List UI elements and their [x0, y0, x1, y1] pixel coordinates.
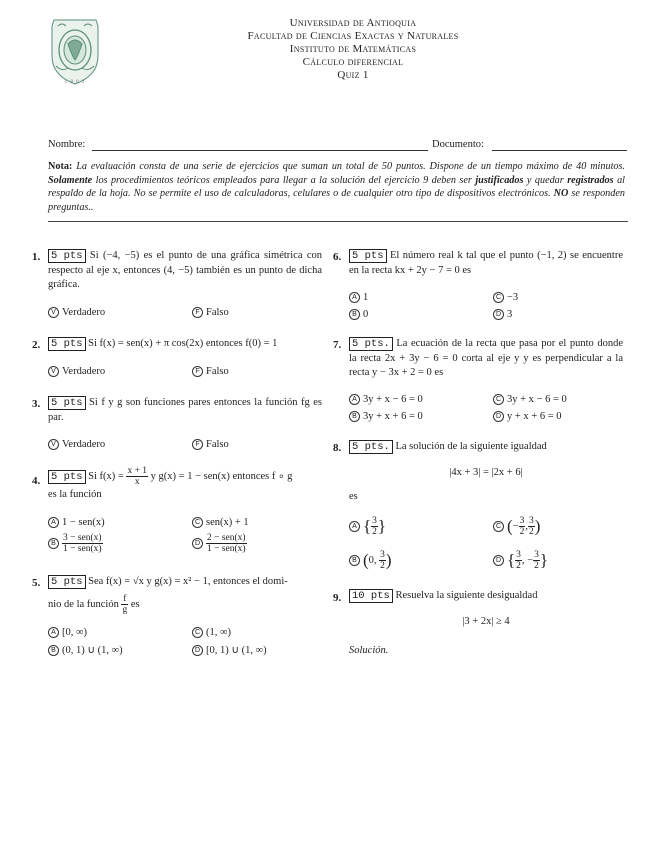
q3-number: 3. [32, 398, 41, 410]
q1-text: Si (−4, −5) es el punto de una gráfica simétrica con respecto al eje x, entonces (4, −5) también es un punto de dicha gráfica. [48, 250, 322, 290]
option-circle-icon: B [349, 411, 360, 422]
name-label: Nombre: [48, 139, 86, 150]
q8-option-a[interactable]: A { $\frac{3}{2}$ } [349, 516, 386, 537]
q5-frac-num: f [123, 594, 127, 604]
q1-option-true-label: Verdadero [62, 307, 106, 318]
q1-points: 5 pts [48, 249, 86, 263]
option-circle-icon: V [48, 307, 59, 318]
q7-number: 7. [333, 339, 342, 351]
note-solamente: Solamente [48, 174, 93, 186]
q4-fraction [126, 466, 148, 487]
note-text-3: y quedar [526, 174, 564, 186]
option-circle-icon: D [192, 538, 203, 549]
q1-number: 1. [32, 251, 41, 263]
q6-text: El número real k tal que el punto (−1, 2) se encuentre en la recta kx + 2y − 7 = 0 es [349, 250, 623, 276]
q8-option-c[interactable]: C (− $\frac{3}{2}$ , $\frac{3}{2}$ ) [493, 516, 540, 537]
institute-name: Instituto de Matemáticas [289, 43, 417, 55]
q2-statement [48, 337, 322, 352]
q5-option-d-label: [0, 1) ∪ (1, ∞) [206, 645, 267, 656]
q4-option-b[interactable] [48, 533, 103, 554]
q1-option-false-label: Falso [206, 307, 229, 318]
option-circle-icon: A [349, 521, 360, 532]
course-name: Cálculo diferencial [302, 56, 404, 68]
option-circle-icon: A [48, 517, 59, 528]
q2-option-true[interactable] [48, 366, 105, 377]
q4-option-d-den: 1 − sen(x) [207, 544, 246, 554]
q9-solution-label: Solución. [349, 645, 389, 656]
option-circle-icon: B [48, 645, 59, 656]
q8-equation: |4x + 3| = |2x + 6| [449, 467, 523, 478]
option-circle-icon: V [48, 439, 59, 450]
option-circle-icon: B [48, 538, 59, 549]
q7-option-b-label: 3y + x + 6 = 0 [363, 411, 423, 422]
university-name: Universidad de Antioquia [289, 17, 417, 29]
option-circle-icon: F [192, 366, 203, 377]
q4-frac-num: x + 1 [127, 466, 148, 476]
q4-option-a-label: 1 − sen(x) [62, 517, 105, 528]
q8-option-b[interactable]: B (0, $\frac{3}{2}$ ) [349, 550, 392, 571]
q1-statement [48, 249, 322, 293]
q5-text-3: es [130, 598, 140, 610]
q6-option-d[interactable] [493, 309, 512, 320]
q6-number: 6. [333, 251, 342, 263]
note-text-5: se responden preguntas.. [48, 188, 625, 213]
q8-c2-num: 3 [528, 516, 534, 526]
option-circle-icon: B [349, 555, 360, 566]
option-circle-icon: C [192, 517, 203, 528]
option-circle-icon: D [493, 309, 504, 320]
q5-option-c-label: (1, ∞) [206, 627, 231, 638]
q6-option-a-label: 1 [363, 292, 369, 303]
q4-option-c-label: sen(x) + 1 [206, 517, 249, 528]
q5-option-c[interactable] [192, 627, 231, 638]
q7-points: 5 pts. [349, 337, 393, 351]
q5-option-b-label: (0, 1) ∪ (1, ∞) [62, 645, 123, 656]
q3-option-true-label: Verdadero [62, 439, 106, 450]
note-justificados: justificados [475, 174, 524, 186]
option-circle-icon: A [48, 627, 59, 638]
q2-text: Si f(x) = sen(x) + π cos(2x) entonces f(0) = 1 [88, 338, 278, 349]
q4-text-2: y g(x) = 1 − sen(x) entonces f ∘ g [150, 470, 293, 482]
q8-b-zero: 0, [368, 554, 377, 566]
document-field[interactable] [492, 150, 627, 151]
option-circle-icon: D [192, 645, 203, 656]
option-circle-icon: F [192, 439, 203, 450]
q8-number: 8. [333, 442, 342, 454]
q7-option-d[interactable] [493, 411, 562, 422]
q6-points: 5 pts [349, 249, 387, 263]
q7-text: La ecuación de la recta que pasa por el punto donde la recta 2x + 3y − 6 = 0 corta al eje y y es perpendicular a la recta y − 3x + 2 = 0 es [349, 338, 623, 378]
q8-option-d[interactable]: D { $\frac{3}{2}$ , − $\frac{3}{2}$ } [493, 550, 548, 571]
q5-points: 5 pts [48, 575, 86, 589]
seal-year: 1 8 0 3 [64, 80, 86, 85]
q7-option-c-label: 3y + x − 6 = 0 [507, 394, 567, 405]
q8-b-num: 3 [380, 550, 385, 560]
q8-d2-num: 3 [534, 550, 539, 560]
q9-text: Resuelva la siguiente desigualdad [395, 590, 538, 601]
q7-option-a[interactable] [349, 394, 423, 405]
q8-es: es [349, 491, 358, 502]
q8-statement [349, 440, 623, 455]
q8-d-sep: , − [521, 554, 534, 566]
q8-d1-den: 2 [516, 561, 521, 571]
q8-a-num: 3 [372, 516, 377, 526]
option-circle-icon: B [349, 309, 360, 320]
q3-text: Si f y g son funciones pares entonces la función fg es par. [48, 397, 322, 423]
option-circle-icon: D [493, 411, 504, 422]
q5-option-a-label: [0, ∞) [62, 627, 87, 638]
option-circle-icon: A [349, 394, 360, 405]
q4-statement [48, 466, 328, 487]
q4-frac-den: x [134, 477, 140, 487]
q3-statement [48, 396, 322, 425]
q4-text-3: es la función [48, 489, 102, 500]
note-text-4: al respaldo de la hoja. No se permite el uso de calculadoras, celulares o de cualquier otro tipo de dispositivos electrónicos. [48, 174, 626, 199]
q8-c1-den: 2 [519, 527, 525, 537]
q6-option-a[interactable] [349, 292, 368, 303]
q8-text: La solución de la siguiente igualdad [395, 441, 547, 452]
q5-text-2: nio de la función [48, 598, 119, 610]
q5-option-b[interactable] [48, 644, 123, 656]
q8-d2-den: 2 [534, 561, 539, 571]
instructions-note [48, 160, 625, 214]
q8-points: 5 pts. [349, 440, 393, 454]
q2-points: 5 pts [48, 337, 86, 351]
q6-option-c-label: −3 [507, 292, 519, 303]
q7-option-d-label: y + x + 6 = 0 [507, 411, 562, 422]
q6-option-b-label: 0 [363, 309, 369, 320]
divider [48, 221, 628, 222]
q7-statement [349, 337, 623, 381]
option-circle-icon: C [493, 292, 504, 303]
option-circle-icon: C [192, 627, 203, 638]
q9-statement [349, 589, 623, 604]
q8-d1-num: 3 [516, 550, 521, 560]
q5-text-1: Sea f(x) = √x y g(x) = x² − 1, entonces el domi- [88, 576, 288, 587]
note-no: NO [553, 188, 569, 199]
q4-option-d-num: 2 − sen(x) [207, 533, 246, 543]
q8-b-den: 2 [380, 561, 385, 571]
quiz-title: Quiz 1 [337, 69, 369, 81]
q4-option-b-den: 1 − sen(x) [63, 544, 102, 554]
name-field[interactable] [92, 150, 428, 151]
q6-option-b[interactable] [349, 309, 368, 320]
q7-option-b[interactable] [349, 411, 423, 422]
q1-option-true[interactable] [48, 307, 105, 318]
q2-option-true-label: Verdadero [62, 366, 106, 377]
q4-option-b-num: 3 − sen(x) [63, 533, 102, 543]
option-circle-icon: F [192, 307, 203, 318]
q8-c1-num: 3 [519, 516, 525, 526]
q8-c-minus: − [512, 520, 519, 532]
q5-number: 5. [32, 577, 41, 589]
q2-option-false[interactable] [192, 366, 229, 377]
q9-number: 9. [333, 592, 342, 604]
option-circle-icon: D [493, 555, 504, 566]
option-circle-icon: A [349, 292, 360, 303]
note-label: Nota: [48, 161, 73, 172]
note-text-1: La evaluación consta de una serie de ejercicios que suman un total de 50 puntos. Dispone de un tiempo máximo de 40 minutos. [76, 161, 626, 172]
q4-option-d[interactable] [192, 533, 247, 554]
q6-option-c[interactable] [493, 292, 518, 303]
q5-option-d[interactable] [192, 644, 267, 656]
q3-option-true[interactable] [48, 439, 105, 450]
q4-option-c[interactable] [192, 517, 249, 528]
q4-points: 5 pts [48, 470, 86, 484]
option-circle-icon: C [493, 521, 504, 532]
q5-fraction [121, 594, 128, 615]
q8-c2-den: 2 [528, 527, 534, 537]
q7-option-c[interactable] [493, 394, 567, 405]
q9-points: 10 pts [349, 589, 393, 603]
q9-equation: |3 + 2x| ≥ 4 [462, 616, 510, 627]
option-circle-icon: V [48, 366, 59, 377]
note-text-2: los procedimientos teóricos empleados para llegar a la solución del ejercicio 9 deben ser [95, 174, 472, 186]
q5-statement [48, 575, 328, 590]
q2-number: 2. [32, 339, 41, 351]
note-registrados: registrados [567, 174, 614, 186]
q3-points: 5 pts [48, 396, 86, 410]
q4-text-1: Si f(x) = [88, 470, 124, 482]
q4-option-a[interactable] [48, 517, 105, 528]
q8-a-den: 2 [372, 527, 377, 537]
q6-option-d-label: 3 [507, 309, 513, 320]
q7-option-a-label: 3y + x − 6 = 0 [363, 394, 423, 405]
q3-option-false[interactable] [192, 439, 229, 450]
q5-frac-den: g [122, 605, 128, 615]
q5-option-a[interactable] [48, 627, 87, 638]
q6-statement [349, 249, 623, 278]
q1-option-false[interactable] [192, 307, 229, 318]
option-circle-icon: C [493, 394, 504, 405]
q3-option-false-label: Falso [206, 439, 229, 450]
q4-number: 4. [32, 475, 41, 487]
q2-option-false-label: Falso [206, 366, 229, 377]
faculty-name: Facultad de Ciencias Exactas y Naturales [247, 30, 459, 42]
document-label: Documento: [432, 139, 484, 150]
q5-line-2 [48, 594, 322, 615]
